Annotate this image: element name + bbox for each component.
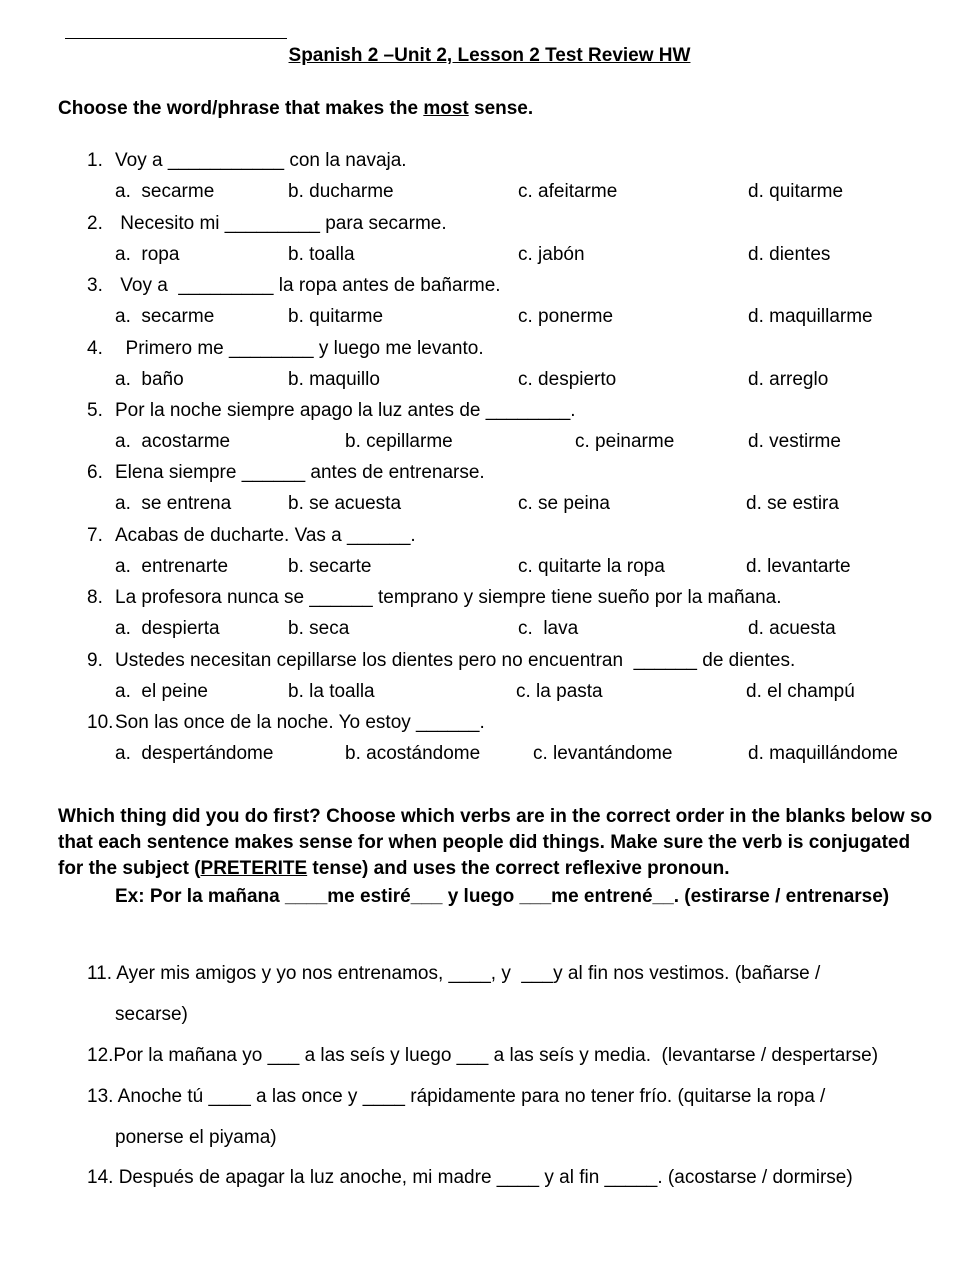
question-2 bbox=[87, 213, 447, 235]
example-sentence: Ex: Por la mañana ____me estiré___ y luego ___me entrené__. (estirarse / entrenarse) bbox=[115, 886, 890, 907]
option-d: d. se estira bbox=[746, 493, 839, 514]
option-a: a. acostarme bbox=[115, 431, 231, 452]
question-text: Son las once de la noche. Yo estoy ______. bbox=[115, 712, 485, 733]
option-a: a. secarme bbox=[115, 181, 215, 202]
question-9 bbox=[87, 650, 795, 672]
question-number: 7. bbox=[87, 525, 103, 546]
question-7 bbox=[87, 525, 416, 547]
question-text: Primero me ________ y luego me levanto. bbox=[115, 338, 484, 359]
option-c: c. la pasta bbox=[516, 681, 603, 702]
question-number: 6. bbox=[87, 462, 103, 483]
option-c: c. se peina bbox=[518, 493, 610, 514]
question-3 bbox=[87, 275, 501, 297]
question-number: 4. bbox=[87, 338, 103, 359]
question-number: 9. bbox=[87, 650, 103, 671]
ordering-question-continuation: secarse) bbox=[115, 1004, 188, 1025]
option-c: c. jabón bbox=[518, 244, 585, 265]
question-text: Por la noche siempre apago la luz antes de ________. bbox=[115, 400, 576, 421]
ordering-question-13: 13. Anoche tú ____ a las once y ____ rápidamente para no tener frío. (quitarse la ropa / bbox=[87, 1086, 826, 1107]
option-d: d. el champú bbox=[746, 681, 855, 702]
question-text: Ustedes necesitan cepillarse los dientes pero no encuentran ______ de dientes. bbox=[115, 650, 796, 671]
question-5 bbox=[87, 400, 576, 422]
option-d: d. maquillarme bbox=[748, 306, 873, 327]
question-number: 10. bbox=[87, 712, 114, 733]
option-b: b. toalla bbox=[288, 244, 355, 265]
question-1 bbox=[87, 150, 407, 172]
option-d: d. levantarte bbox=[746, 556, 851, 577]
option-d: d. dientes bbox=[748, 244, 831, 265]
question-text: Elena siempre ______ antes de entrenarse. bbox=[115, 462, 485, 483]
option-a: a. se entrena bbox=[115, 493, 232, 514]
option-d: d. acuesta bbox=[748, 618, 836, 639]
option-b: b. se acuesta bbox=[288, 493, 402, 514]
question-number: 3. bbox=[87, 275, 103, 296]
option-a: a. despierta bbox=[115, 618, 220, 639]
option-c: c. levantándome bbox=[533, 743, 673, 764]
question-8 bbox=[87, 587, 781, 609]
option-c: c. quitarte la ropa bbox=[518, 556, 665, 577]
option-a: a. baño bbox=[115, 369, 184, 390]
question-text: La profesora nunca se ______ temprano y siempre tiene sueño por la mañana. bbox=[115, 587, 782, 608]
option-b: b. quitarme bbox=[288, 306, 384, 327]
option-b: b. secarte bbox=[288, 556, 372, 577]
ordering-question-14: 14. Después de apagar la luz anoche, mi madre ____ y al fin _____. (acostarse / dormirse) bbox=[87, 1167, 853, 1188]
option-b: b. la toalla bbox=[288, 681, 375, 702]
question-number: 5. bbox=[87, 400, 103, 421]
option-a: a. entrenarte bbox=[115, 556, 229, 577]
ordering-question-11: 11. Ayer mis amigos y yo nos entrenamos, ____, y ___y al fin nos vestimos. (bañarse / bbox=[87, 963, 821, 984]
option-a: a. ropa bbox=[115, 244, 180, 265]
ordering-question-12: 12.Por la mañana yo ___ a las seís y luego ___ a las seís y media. (levantarse / despertarse) bbox=[87, 1045, 879, 1066]
question-text: Voy a ___________ con la navaja. bbox=[115, 150, 407, 171]
page-title: Spanish 2 –Unit 2, Lesson 2 Test Review HW bbox=[288, 45, 691, 66]
option-b: b. ducharme bbox=[288, 181, 394, 202]
option-d: d. quitarme bbox=[748, 181, 844, 202]
option-b: b. cepillarme bbox=[345, 431, 453, 452]
question-10 bbox=[87, 712, 485, 734]
option-c: c. ponerme bbox=[518, 306, 614, 327]
option-d: d. vestirme bbox=[748, 431, 841, 452]
option-c: c. despierto bbox=[518, 369, 617, 390]
question-number: 1. bbox=[87, 150, 103, 171]
option-c: c. afeitarme bbox=[518, 181, 618, 202]
option-b: b. acostándome bbox=[345, 743, 481, 764]
ordering-question-continuation: ponerse el piyama) bbox=[115, 1127, 277, 1148]
option-a: a. despertándome bbox=[115, 743, 274, 764]
option-a: a. secarme bbox=[115, 306, 215, 327]
option-b: b. seca bbox=[288, 618, 350, 639]
option-c: c. lava bbox=[518, 618, 579, 639]
option-b: b. maquillo bbox=[288, 369, 380, 390]
option-c: c. peinarme bbox=[575, 431, 675, 452]
option-a: a. el peine bbox=[115, 681, 208, 702]
option-d: d. arreglo bbox=[748, 369, 829, 390]
question-text: Acabas de ducharte. Vas a ______. bbox=[115, 525, 416, 546]
option-d: d. maquillándome bbox=[748, 743, 898, 764]
question-number: 2. bbox=[87, 213, 103, 234]
question-number: 8. bbox=[87, 587, 103, 608]
question-4 bbox=[87, 338, 484, 360]
part1-instruction: Choose the word/phrase that makes the most sense. bbox=[58, 98, 534, 119]
question-text: Voy a _________ la ropa antes de bañarme. bbox=[115, 275, 501, 296]
question-6 bbox=[87, 462, 485, 484]
question-text: Necesito mi _________ para secarme. bbox=[115, 213, 447, 234]
part2-instruction: Which thing did you do first? Choose which verbs are in the correct order in the blanks below so that each sentence makes sense for when people did things. Make sure the verb is conjugated for the subject (PRETERITE tense) and uses the correct reflexive pronoun. bbox=[58, 806, 933, 879]
name-blank-line bbox=[65, 38, 287, 39]
